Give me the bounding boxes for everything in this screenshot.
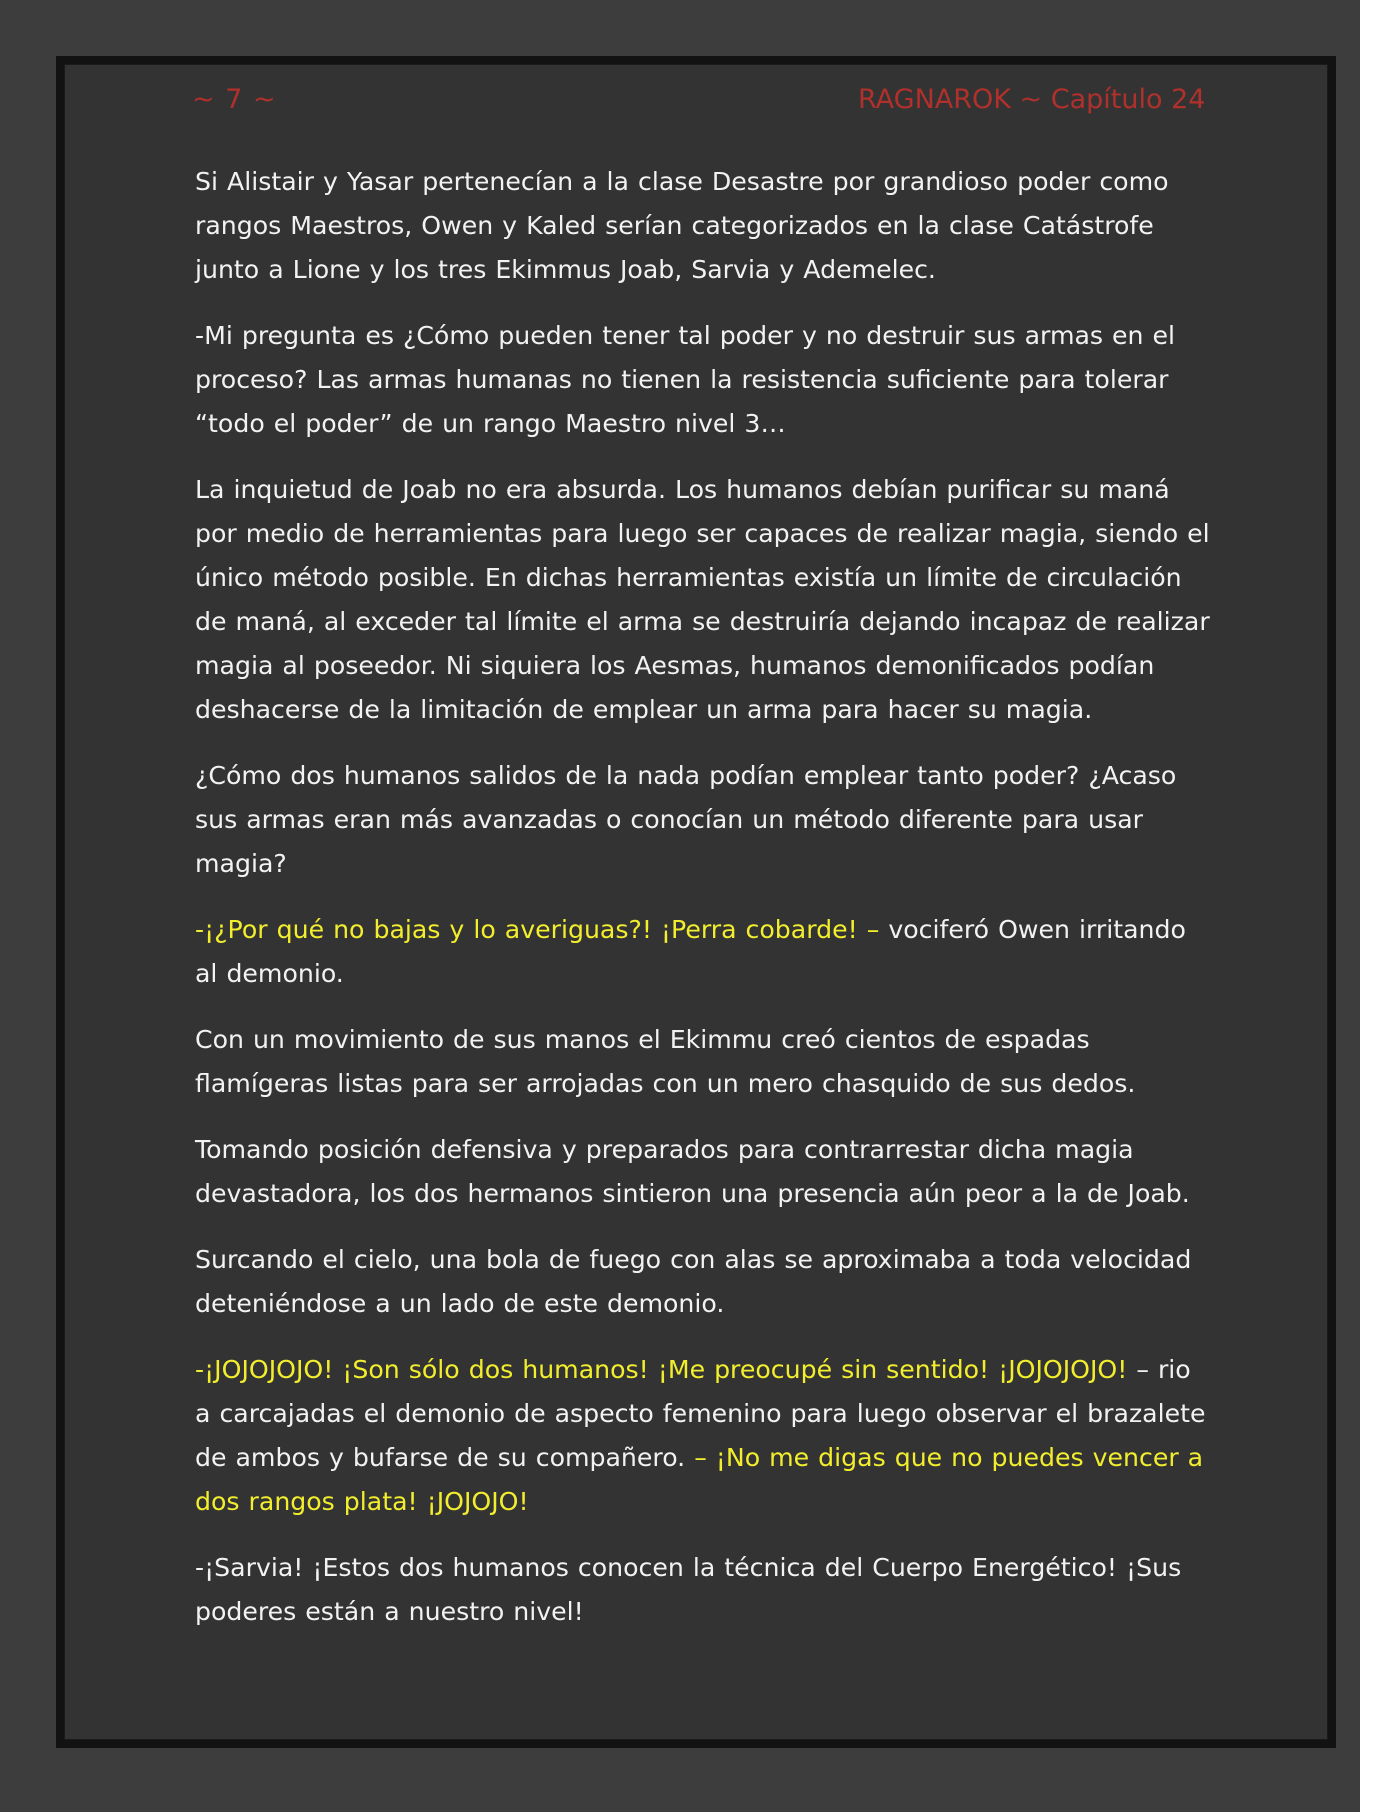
dialogue-text: -¡¿Por qué no bajas y lo averiguas?! ¡Perra cobarde! – <box>195 915 880 944</box>
dialogue-paragraph: -¡Sarvia! ¡Estos dos humanos conocen la técnica del Cuerpo Energético! ¡Sus poderes están a nuestro nivel! <box>195 1553 1182 1626</box>
narration-paragraph: Tomando posición defensiva y preparados para contrarrestar dicha magia devastadora, los dos hermanos sintieron una presencia aún peor a la de Joab. <box>195 1135 1190 1208</box>
narration-paragraph: ¿Cómo dos humanos salidos de la nada podían emplear tanto poder? ¿Acaso sus armas eran más avanzadas o conocían un método diferente para usar magia? <box>195 761 1177 878</box>
book-chapter-header: RAGNAROK ~ Capítulo 24 <box>858 84 1206 115</box>
dialogue-text: – ¡No me digas que no puedes vencer a dos rangos plata! ¡JOJOJO! <box>195 1443 1204 1516</box>
narration-text: vociferó Owen irritando al demonio. <box>195 915 1186 988</box>
narration-text: – rio a carcajadas el demonio de aspecto femenino para luego observar el brazalete de ambos y bufarse de su compañero. <box>195 1355 1206 1472</box>
narration-paragraph: Surcando el cielo, una bola de fuego con alas se aproximaba a toda velocidad deteniéndose a un lado de este demonio. <box>195 1245 1192 1318</box>
page-edge <box>1360 0 1400 1812</box>
mixed-paragraph <box>195 908 1215 996</box>
page-number: ~ 7 ~ <box>192 84 277 115</box>
mixed-paragraph <box>195 1348 1215 1524</box>
dialogue-text: -¡JOJOJOJO! ¡Son sólo dos humanos! ¡Me preocupé sin sentido! ¡JOJOJOJO! <box>195 1355 1128 1384</box>
narration-paragraph: Con un movimiento de sus manos el Ekimmu creó cientos de espadas flamígeras listas para ser arrojadas con un mero chasquido de sus dedos. <box>195 1025 1136 1098</box>
story-text <box>195 160 1215 1656</box>
narration-paragraph: La inquietud de Joab no era absurda. Los humanos debían purificar su maná por medio de herramientas para luego ser capaces de realizar magia, siendo el único método posible. En dichas herramientas existía un límite de circulación de maná, al exceder tal límite el arma se destruiría dejando incapaz de realizar magia al poseedor. Ni siquiera los Aesmas, humanos demonificados podían deshacerse de la limitación de emplear un arma para hacer su magia. <box>195 475 1210 724</box>
narration-paragraph: Si Alistair y Yasar pertenecían a la clase Desastre por grandioso poder como rangos Maestros, Owen y Kaled serían categorizados en la clase Catástrofe junto a Lione y los tres Ekimmus Joab, Sarvia y Ademelec. <box>195 167 1169 284</box>
dialogue-paragraph: -Mi pregunta es ¿Cómo pueden tener tal poder y no destruir sus armas en el proceso? Las armas humanas no tienen la resistencia suficiente para tolerar “todo el poder” de un rango Maestro nivel 3… <box>195 321 1176 438</box>
